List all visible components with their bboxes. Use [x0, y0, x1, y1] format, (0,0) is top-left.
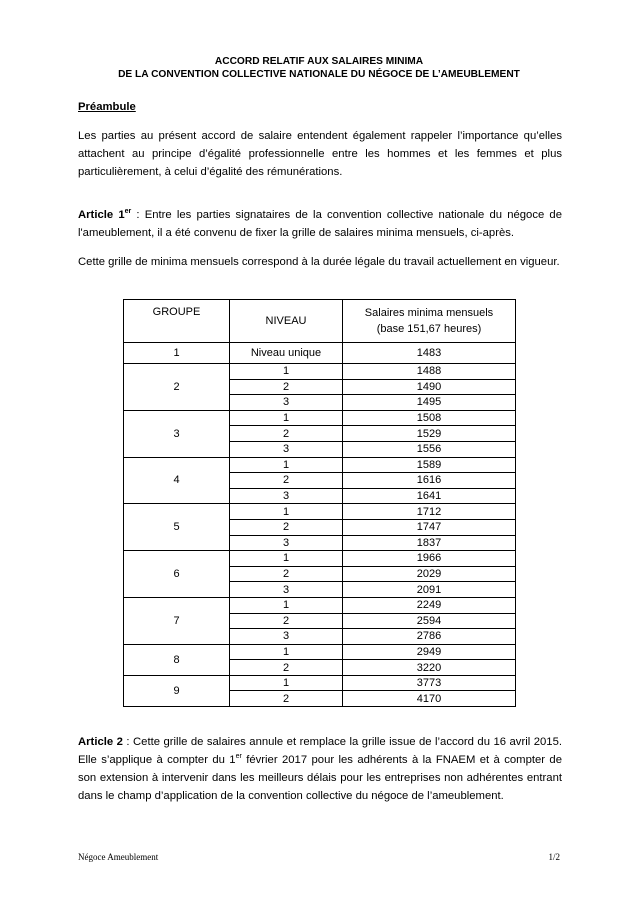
header-salaires: Salaires minima mensuels (base 151,67 heures)	[343, 300, 516, 343]
cell-groupe: 3	[124, 410, 230, 457]
cell-niveau: 1	[230, 504, 343, 520]
cell-salaire: 2949	[343, 644, 516, 660]
cell-groupe: 2	[124, 364, 230, 411]
cell-salaire: 2091	[343, 582, 516, 598]
cell-niveau: 1	[230, 551, 343, 567]
salary-grid-table	[123, 299, 516, 707]
article1-paragraph	[78, 206, 562, 242]
cell-salaire: 3220	[343, 660, 516, 676]
cell-niveau: 3	[230, 488, 343, 504]
cell-salaire: 1589	[343, 457, 516, 473]
cell-salaire: 1483	[343, 343, 516, 364]
footer-left: Négoce Ameublement	[78, 852, 159, 862]
table-row	[124, 551, 516, 567]
cell-salaire: 1616	[343, 473, 516, 489]
table-row	[124, 364, 516, 380]
cell-niveau: 2	[230, 660, 343, 676]
cell-salaire: 1495	[343, 395, 516, 411]
cell-salaire: 1837	[343, 535, 516, 551]
cell-niveau: 2	[230, 566, 343, 582]
cell-niveau: 2	[230, 426, 343, 442]
cell-groupe: 8	[124, 644, 230, 675]
document-title-line2: DE LA CONVENTION COLLECTIVE NATIONALE DU NÉGOCE DE L’AMEUBLEMENT	[118, 69, 520, 80]
table-row	[124, 597, 516, 613]
cell-niveau: 3	[230, 629, 343, 645]
cell-salaire: 2029	[343, 566, 516, 582]
cell-niveau: 2	[230, 691, 343, 707]
cell-salaire: 3773	[343, 675, 516, 691]
duree-paragraph: Cette grille de minima mensuels correspond à la durée légale du travail actuellement en vigueur.	[78, 256, 560, 268]
cell-niveau: 1	[230, 597, 343, 613]
footer-page-number: 1/2	[548, 852, 560, 862]
cell-niveau: 1	[230, 364, 343, 380]
cell-niveau: 1	[230, 675, 343, 691]
cell-niveau: 3	[230, 441, 343, 457]
table-row	[124, 644, 516, 660]
cell-niveau: 1	[230, 410, 343, 426]
table-header-row	[124, 300, 516, 343]
cell-salaire: 1490	[343, 379, 516, 395]
cell-salaire: 2786	[343, 629, 516, 645]
cell-salaire: 1966	[343, 551, 516, 567]
cell-groupe: 7	[124, 597, 230, 644]
preambule-paragraph: Les parties au présent accord de salaire entendent également rappeler l’importance qu’elles attachent au principe d’égalité professionnelle entre les hommes et les femmes et plus particulièrement, à celui d’égalité des rémunérations.	[78, 130, 562, 178]
cell-groupe: 6	[124, 551, 230, 598]
cell-groupe: 5	[124, 504, 230, 551]
preambule-heading: Préambule	[78, 101, 136, 113]
cell-niveau: 2	[230, 379, 343, 395]
article1-text: : Entre les parties signataires de la convention collective nationale du négoce de l'ameublement, il a été convenu de fixer la grille de salaires minima mensuels, ci-après.	[78, 209, 562, 239]
cell-niveau: Niveau unique	[230, 343, 343, 364]
table-row	[124, 675, 516, 691]
cell-salaire: 2594	[343, 613, 516, 629]
cell-niveau: 3	[230, 535, 343, 551]
cell-salaire: 1529	[343, 426, 516, 442]
table-row	[124, 343, 516, 364]
cell-niveau: 2	[230, 519, 343, 535]
document-title-line1: ACCORD RELATIF AUX SALAIRES MINIMA	[214, 56, 424, 67]
header-groupe: GROUPE	[124, 300, 230, 343]
cell-salaire: 1641	[343, 488, 516, 504]
article1-label: Article 1er	[78, 208, 132, 221]
article2-label: Article 2	[78, 736, 123, 748]
cell-niveau: 2	[230, 613, 343, 629]
cell-salaire: 1747	[343, 519, 516, 535]
cell-groupe: 9	[124, 675, 230, 706]
cell-niveau: 1	[230, 644, 343, 660]
table-row	[124, 504, 516, 520]
table-row	[124, 457, 516, 473]
article2-paragraph: Article 2 : Cette grille de salaires annule et remplace la grille issue de l’accord du 16 avril 2015. Elle s’applique à compter du 1er février 2017 pour les adhérents à la FNAEM et à compter de son extension à intervenir dans les meilleurs délais pour les entreprises non adhérentes entrant dans le champ d’application de la convention collective du négoce de l’ameublement.	[78, 736, 562, 802]
cell-niveau: 3	[230, 395, 343, 411]
cell-niveau: 2	[230, 473, 343, 489]
cell-salaire: 1712	[343, 504, 516, 520]
salary-grid-body	[124, 343, 516, 707]
cell-niveau: 1	[230, 457, 343, 473]
cell-niveau: 3	[230, 582, 343, 598]
table-row	[124, 410, 516, 426]
cell-salaire: 1508	[343, 410, 516, 426]
cell-salaire: 2249	[343, 597, 516, 613]
header-niveau: NIVEAU	[230, 300, 343, 343]
cell-salaire: 4170	[343, 691, 516, 707]
cell-salaire: 1556	[343, 441, 516, 457]
cell-groupe: 4	[124, 457, 230, 504]
cell-salaire: 1488	[343, 364, 516, 380]
cell-groupe: 1	[124, 343, 230, 364]
